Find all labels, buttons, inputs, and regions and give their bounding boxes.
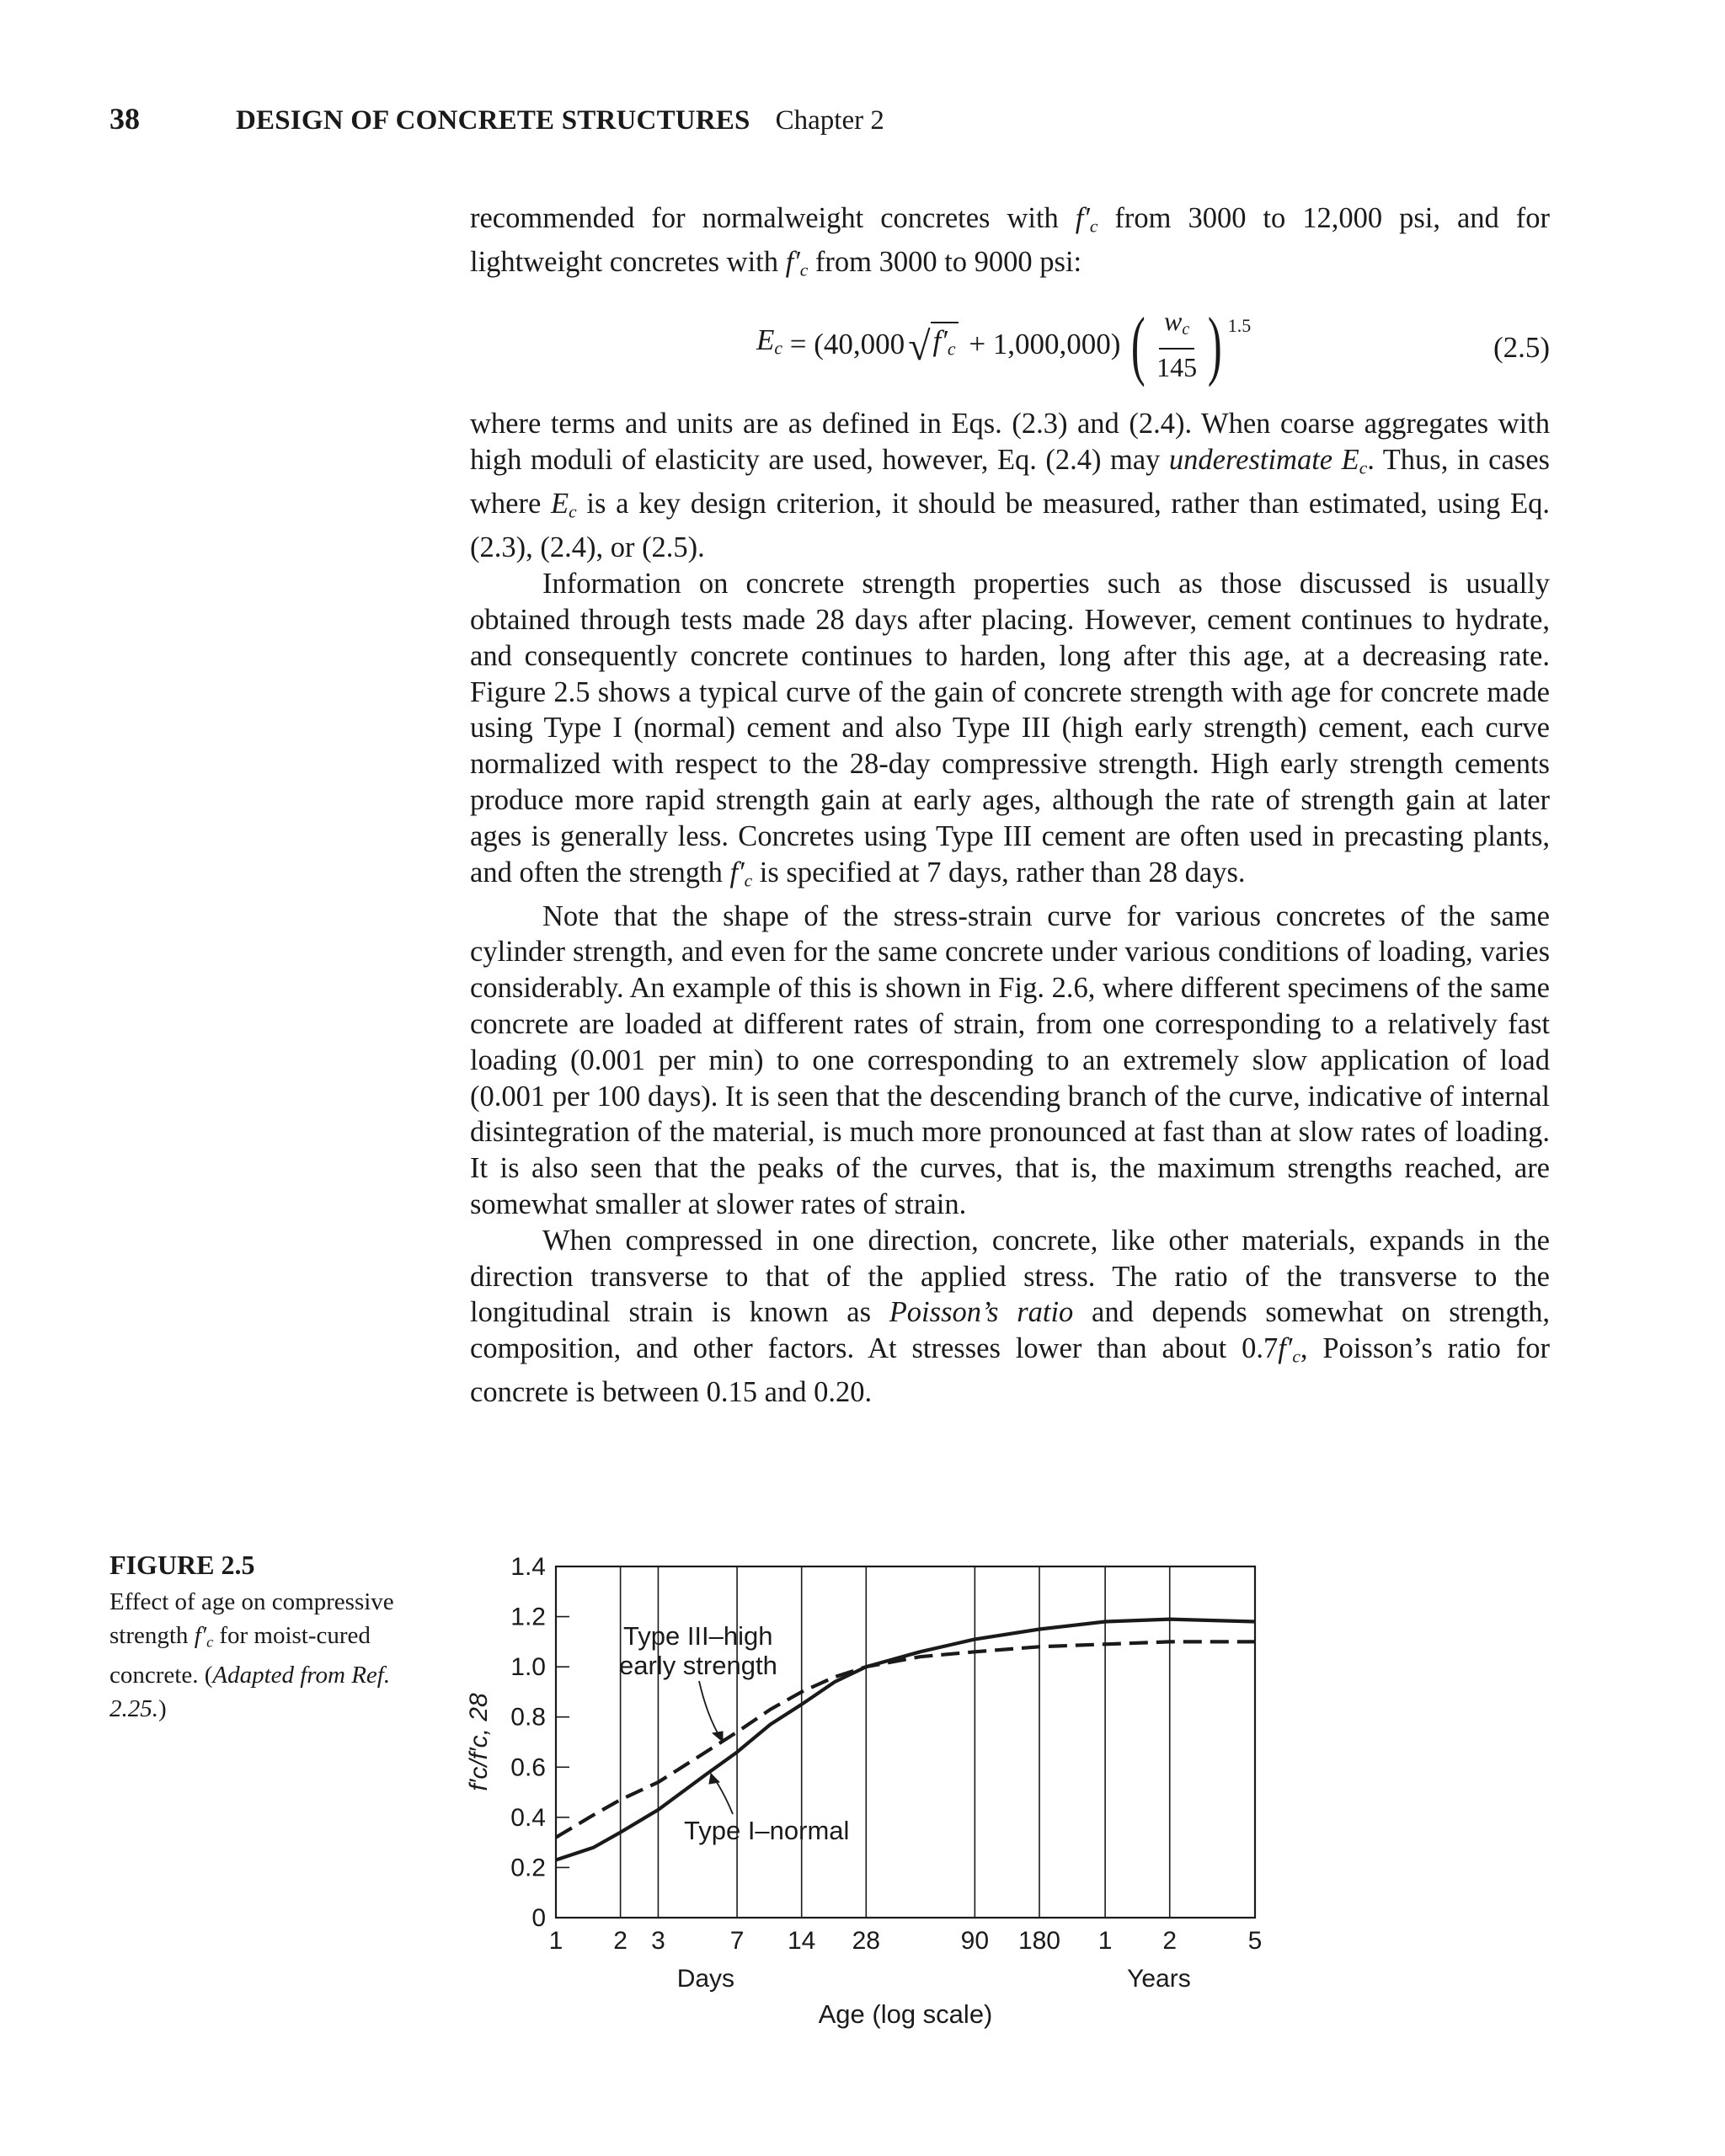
text-run: and depends somewhat on strength, composition, and other factors. At stresses lower than about 0.7 [470,1296,1550,1365]
x-tick-label: 1 [1097,1927,1113,1955]
x-tick-label: 1 [548,1927,563,1955]
y-tick-label: 1.2 [510,1603,546,1631]
eq-fraction [1151,303,1202,386]
figure-label: FIGURE 2.5 [109,1550,255,1580]
text-run: When compressed in one direction, concrete, like other materials, expands in the direction transverse to that of the applied stress. The ratio of the transverse to the longitudinal strain is known as [470,1224,1550,1329]
page-number: 38 [109,102,140,136]
x-tick-label: 90 [960,1927,990,1955]
running-header [109,101,1626,143]
symbol-fc: $f'_c$ [785,246,809,280]
y-tick-label: 0.4 [510,1803,546,1832]
annotation-label: Type III–high [623,1621,773,1651]
annotation-label: Type I–normal [684,1816,850,1845]
sqrt-symbol: √ $f'_c$ [908,322,958,367]
symbol-ec: $E_c$ [551,488,577,522]
text-run: is a key design criterion, it should be measured, rather than estimated, using Eq. (2.3), (2.4), or (2.5). [470,488,1550,564]
x-tick-label: 14 [788,1927,816,1955]
x-tick-label: 28 [852,1927,880,1955]
eq-numerator: $w_c$ [1159,303,1194,350]
figure-description: Effect of age on compressive strength $f'_c$ for moist-cured concrete. (Adapted from Ref. 2.25.) [109,1588,394,1723]
eq-lhs: $E_c$ [756,323,783,359]
eq-denominator: 145 [1156,352,1198,383]
paragraph-4: Note that the shape of the stress-strain curve for various concretes of the same cylinder strength, and even for the same concrete under various conditions of loading, varies considerably. An example of this is shown in Fig. 2.6, where different specimens of the same concrete are loaded at different rates of strain, from one corresponding to a relatively fast loading (0.001 per min) to one corresponding to an extremely slow application of load (0.001 per 100 days). It is seen that the descending branch of the curve, indicative of internal disintegration of the material, is much more pronounced at fast than at slow rates of loading. It is also seen that the peaks of the curves, that is, the maximum strengths reached, are somewhat smaller at slower rates of strain. [470,899,1550,1221]
text-run: Information on concrete strength properties such as those discussed is usually obtained through tests made 28 days after placing. However, cement continues to hydrate, and consequently concrete continues to harden, long after this age, at a decreasing rate. Figure 2.5 shows a typical curve of the gain of concrete strength with age for concrete made using Type I (normal) cement and also Type III (high early strength) cement, each curve normalized with respect to the 28-day compressive strength. High early strength cements produce more rapid strength gain at early ages, although the rate of strength gain at later ages is generally less. Concretes using Type III cement are often used in precasting plants, and often the strength [470,568,1550,889]
text-run: . Thus, in cases where [470,444,1550,520]
emphasis: Poisson’s ratio [889,1296,1074,1329]
running-title: DESIGN OF CONCRETE STRUCTURES [236,105,750,136]
x-tick-label: 5 [1247,1927,1263,1955]
figure-caption [109,1548,430,1726]
x-group-label-years: Years [1127,1965,1191,1993]
equation-2-5 [470,288,1550,406]
y-tick-label: 1.0 [510,1653,546,1682]
x-tick-label: 2 [613,1927,628,1955]
x-group-label-days: Days [676,1965,735,1993]
paragraph-5 [470,1223,1550,1411]
eq-fraction-group: ( $\frac{w_c}{145}$ ) 1.5 [1131,302,1252,388]
equation-body [756,303,1251,386]
symbol-fc: $f'_c$ [1075,202,1098,237]
symbol-fc: $f'_c$ [1278,1332,1300,1367]
text-run: , Poisson’s ratio for concrete is between 0.15 and 0.20. [470,1332,1550,1409]
y-axis-label: f′c/f′c, 28 [465,1693,493,1791]
y-tick-label: 0 [531,1904,546,1932]
annotation-arrowhead [713,1732,723,1742]
eq-exponent: 1.5 [1227,315,1252,337]
y-tick-label: 0.6 [510,1753,546,1782]
emphasis: underestimate $E_c$ [1168,444,1368,478]
eq-mid: + 1,000,000) [961,327,1121,360]
annotation-label: early strength [619,1651,777,1680]
paragraph-2 [470,406,1550,566]
body-text [470,200,1550,1411]
paragraph-1 [470,200,1550,288]
symbol-fc: $f'_c$ [729,856,753,890]
eq-radicand: $f'_c$ [931,322,959,367]
x-tick-label: 3 [651,1927,665,1955]
y-tick-label: 0.2 [510,1854,546,1882]
annotation-arrowhead [709,1774,719,1784]
x-tick-label: 180 [1017,1927,1061,1955]
x-tick-label: 7 [729,1927,745,1955]
text-run: recommended for normalweight concretes with [470,202,1076,234]
strength-age-chart [455,1533,1297,2072]
text-run: from 3000 to 12,000 psi, and for lightweight concretes with [470,202,1550,279]
paragraph-3 [470,566,1550,899]
text-run: from 3000 to 9000 psi: [808,246,1082,279]
y-tick-label: 1.4 [510,1553,546,1581]
chapter-label: Chapter 2 [775,105,884,136]
equation-number: (2.5) [1493,331,1550,365]
eq-equals: = (40,000 [782,327,905,360]
text-run: is specified at 7 days, rather than 28 days. [752,856,1246,889]
y-tick-label: 0.8 [510,1703,546,1732]
x-axis-label: Age (log scale) [818,1999,993,2029]
x-tick-label: 2 [1162,1927,1178,1955]
text-run: where terms and units are as defined in Eqs. (2.3) and (2.4). When coarse aggregates with high moduli of elasticity are used, however, Eq. (2.4) may [470,408,1550,477]
